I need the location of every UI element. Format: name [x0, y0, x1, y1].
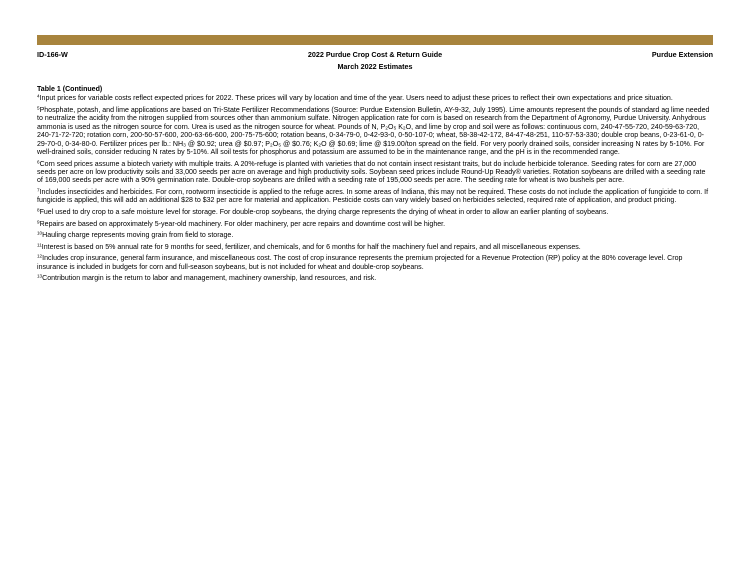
- footnote-9: [37, 221, 713, 229]
- footnote-number: 11: [37, 242, 42, 248]
- footnote-13: [37, 275, 713, 283]
- footnote-text: Phosphate, potash, and lime applications are based on Tri-State Fertilizer Recommendations (Source: Purdue Extension Bulletin, AY-9-32, July 1995). Lime amounts represent the pounds of standard ag lime needed to neutralize the acidity from the nitrogen supplied from sources other than ammonium sulfate. Nitrogen application rate for corn is based on research from the Department of Agronomy, Purdue University. Anhydrous ammonia is used as the nitrogen source for corn. Urea is used as the nitrogen source for wheat. Pounds of N, P₂O₅ K₂O, and lime by crop and soil were as follows: continuous corn, 240-47-55-720, 240-59-63-720, 240-71-72-720; rotation corn, 200-50-57-600, 200-63-66-600, 200-75-75-600; rotation beans, 0-34-79-0, 0-42-93-0, 0-50-107-0; wheat, 58-38-42-172, 84-47-48-251, 110-57-53-330; double crop beans, 0-23-61-0, 0-29-70-0, 0-34-80-0. Fertilizer prices per lb.: NH₃ @ $0.92; urea @ $0.97; P₂O₅ @ $0.76; K₂O @ $0.69; lime @ $19.00/ton spread on the field. For very poorly drained soils, consider increasing N rates by 5-10%. For well-drained soils, consider reducing N rates by 5-10%. All soil tests for phosphorus and potassium are assumed to be in the maintenance range, and the pH is in the recommended range.: [37, 107, 710, 157]
- footnote-number: 8: [37, 207, 40, 213]
- footnote-number: 7: [37, 187, 40, 193]
- footnote-number: 9: [37, 219, 40, 225]
- footnote-10: [37, 232, 713, 240]
- publisher-name: Purdue Extension: [651, 50, 713, 59]
- footnote-7: [37, 189, 713, 206]
- footnote-number: 12: [37, 253, 43, 259]
- footnote-number: 6: [37, 159, 40, 165]
- footnote-number: 4: [37, 93, 40, 99]
- table-title: Table 1 (Continued): [37, 86, 103, 93]
- footnotes-section: [37, 86, 713, 287]
- document-subtitle: March 2022 Estimates: [337, 62, 413, 71]
- footnote-6: [37, 161, 713, 186]
- footnote-12: [37, 255, 713, 272]
- footnote-text: Corn seed prices assume a biotech variety with multiple traits. A 20%-refuge is planted with varieties that do not contain insect resistant traits, but do include herbicide tolerance. Seeding rates for corn are 27,000 seeds per acre on low productivity soils and 33,000 seeds per acre on average and high productivity soils. Soybean seed prices include Round-Up Ready® varieties. Rotation soybeans are drilled with a seeding rate of 169,000 seeds per acre with a 90% germination rate. Double-crop soybeans are drilled with a seeding rate of 195,000 seeds per acre. The seeding rate for wheat is two bushels per acre.: [37, 160, 706, 185]
- footnote-text: Repairs are based on approximately 5-year-old machinery. For older machinery, per acre repairs and downtime cost will be higher.: [39, 220, 446, 228]
- document-title: 2022 Purdue Crop Cost & Return Guide: [307, 50, 443, 59]
- document-id: ID-166-W: [37, 50, 68, 59]
- footnote-number: 10: [37, 230, 43, 236]
- footnote-number: 5: [37, 105, 40, 111]
- footnote-text: Hauling charge represents moving grain from field to storage.: [42, 232, 234, 240]
- footnote-text: Interest is based on 5% annual rate for 9 months for seed, fertilizer, and chemicals, and for 6 months for half the machinery fuel and repairs, and all miscellaneous expenses.: [41, 243, 581, 251]
- footnote-5: [37, 107, 713, 157]
- footnote-text: Contribution margin is the return to labor and management, machinery ownership, land resources, and risk.: [42, 275, 377, 283]
- footnote-text: Input prices for variable costs reflect expected prices for 2022. These prices will vary by location and time of the year. Users need to adjust these prices to reflect their own expectations and price situation.: [39, 95, 673, 103]
- footnote-11: [37, 244, 713, 252]
- footnote-text: Fuel used to dry crop to a safe moisture level for storage. For double-crop soybeans, the drying charge represents the drying of wheat in order to allow an earlier planting of soybeans.: [39, 209, 609, 217]
- footnote-8: [37, 209, 713, 217]
- footnote-number: 13: [37, 273, 43, 279]
- footnote-text: Includes insecticides and herbicides. For corn, rootworm insecticide is applied to the refuge acres. In some areas of Indiana, this may not be required. These costs do not include the application of fungicide to corn. If fungicide is applied, this will add an additional $28 to $32 per acre for material and application. Pesticide costs can vary widely based on herbicides selected, required rate of application, and product pricing.: [37, 189, 709, 205]
- footnote-4: [37, 95, 713, 103]
- footnote-text: Includes crop insurance, general farm insurance, and miscellaneous cost. The cost of crop insurance represents the premium projected for a Revenue Protection (RP) policy at the 80% coverage level. Crop insurance is included in budgets for corn and full-season soybeans, but is not included for wheat and double-crop soybeans.: [37, 255, 683, 271]
- header-color-bar: [37, 35, 713, 45]
